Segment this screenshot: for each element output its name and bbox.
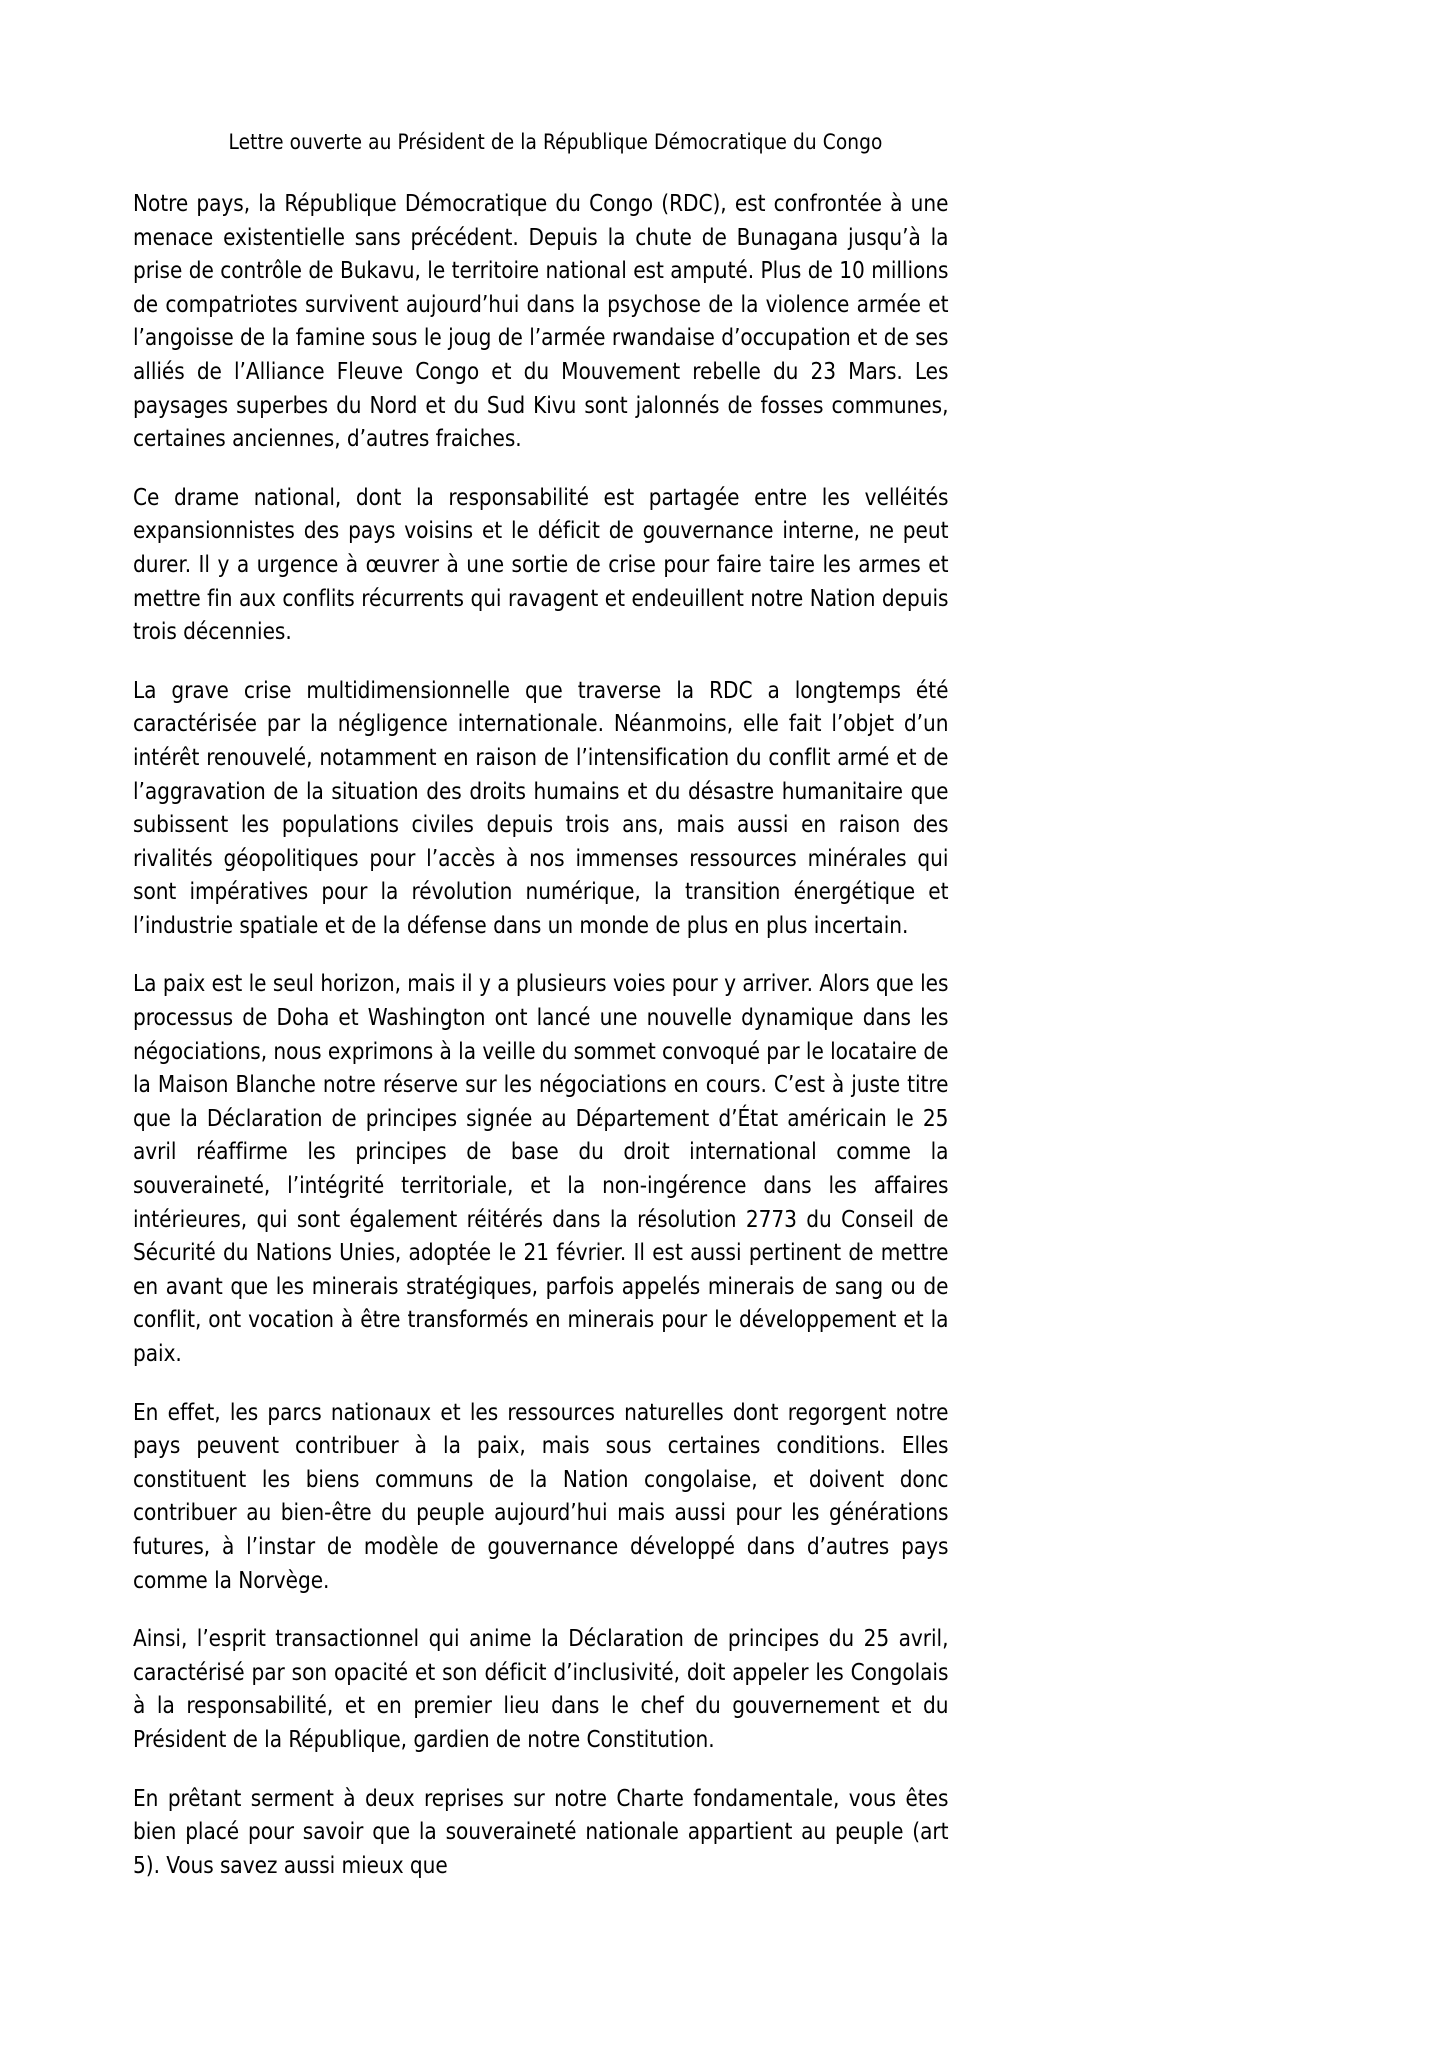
paragraph-5: En effet, les parcs nationaux et les ressources naturelles dont regorgent notre pays peuvent contribuer à la paix, mais sous certaines conditions. Elles constituent les biens communs de la Nation congolaise, et doivent donc contribuer au bien-être du peuple aujourd’hui mais aussi pour les générations futures, à l’instar de modèle de gouvernance développé dans d’autres pays comme la Norvège. [133,1398,949,1594]
document-body [133,128,978,1882]
paragraph-6: Ainsi, l’esprit transactionnel qui anime la Déclaration de principes du 25 avril, caractérisé par son opacité et son déficit d’inclusivité, doit appeler les Congolais à la responsabilité, et en premier lieu dans le chef du gouvernement et du Président de la République, gardien de notre Constitution. [133,1625,949,1753]
paragraph-3: La grave crise multidimensionnelle que traverse la RDC a longtemps été caractérisée par la négligence internationale. Néanmoins, elle fait l’objet d’un intérêt renouvelé, notamment en raison de l’intensification du conflit armé et de l’aggravation de la situation des droits humains et du désastre humanitaire que subissent les populations civiles depuis trois ans, mais aussi en raison des rivalités géopolitiques pour l’accès à nos immenses ressources minérales qui sont impératives pour la révolution numérique, la transition énergétique et l’industrie spatiale et de la défense dans un monde de plus en plus incertain. [133,676,949,939]
paragraph-2: Ce drame national, dont la responsabilité est partagée entre les velléités expansionnistes des pays voisins et le déficit de gouvernance interne, ne peut durer. Il y a urgence à œuvrer à une sortie de crise pour faire taire les armes et mettre fin aux conflits récurrents qui ravagent et endeuillent notre Nation depuis trois décennies. [133,483,949,646]
paragraph-1: Notre pays, la République Démocratique du Congo (RDC), est confrontée à une menace existentielle sans précédent. Depuis la chute de Bunagana jusqu’à la prise de contrôle de Bukavu, le territoire national est amputé. Plus de 10 millions de compatriotes survivent aujourd’hui dans la psychose de la violence armée et l’angoisse de la famine sous le joug de l’armée rwandaise d’occupation et de ses alliés de l’Alliance Fleuve Congo et du Mouvement rebelle du 23 Mars. Les paysages superbes du Nord et du Sud Kivu sont jalonnés de fosses communes, certaines anciennes, d’autres fraiches. [133,190,949,453]
paragraph-4: La paix est le seul horizon, mais il y a plusieurs voies pour y arriver. Alors que les processus de Doha et Washington ont lancé une nouvelle dynamique dans les négociations, nous exprimons à la veille du sommet convoqué par le locataire de la Maison Blanche notre réserve sur les négociations en cours. C’est à juste titre que la Déclaration de principes signée au Département d’État américain le 25 avril réaffirme les principes de base du droit international comme la souveraineté, l’intégrité territoriale, et la non-ingérence dans les affaires intérieures, qui sont également réitérés dans la résolution 2773 du Conseil de Sécurité du Nations Unies, adoptée le 21 février. Il est aussi pertinent de mettre en avant que les minerais stratégiques, parfois appelés minerais de sang ou de conflit, ont vocation à être transformés en minerais pour le développement et la paix. [133,970,949,1368]
document-title: Lettre ouverte au Président de la République Démocratique du Congo [228,130,883,155]
paragraph-7: En prêtant serment à deux reprises sur notre Charte fondamentale, vous êtes bien placé pour savoir que la souveraineté nationale appartient au peuple (art 5). Vous savez aussi mieux que [133,1784,949,1879]
